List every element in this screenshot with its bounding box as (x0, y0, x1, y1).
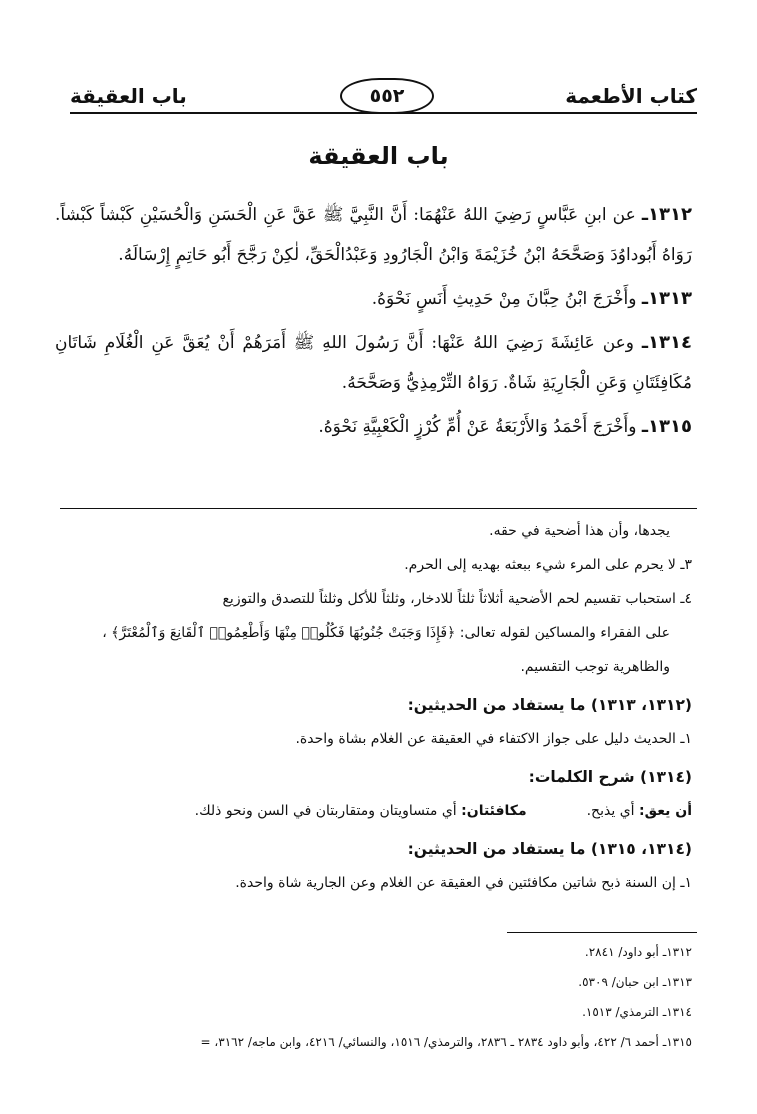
footnote-rule (507, 932, 697, 933)
benefit-point: ١ـ إن السنة ذبح شاتين مكافئتين في العقيقة عن الغلام وعن الجارية شاة واحدة. (235, 875, 692, 891)
point4-prefix: على الفقراء والمساكين لقوله تعالى: (459, 625, 670, 641)
commentary-point-4-cont (55, 616, 692, 650)
vocab-item-2 (195, 794, 527, 828)
chapter-title: باب العقيقة (70, 84, 187, 108)
hadith-text: عن ابنِ عَبَّاسٍ رَضِيَ اللهُ عَنْهُمَا: أَنَّ النَّبِيَّ ﷺ عَقَّ عَنِ الْحَسَنِ وَالْحُسَيْنِ كَبْشاً كَبْشاً. رَوَاهُ أَبُوداوُدَ وَصَحَّحَهُ ابْنُ خُزَيْمَةَ وَابْنُ الْجَارُودِ وَعَبْدُالْحَقِّ، لٰكِنْ رَجَّحَ أَبُو حَاتِمٍ إِرْسَالَهُ. (55, 205, 692, 265)
hadith-text: وأَخْرَجَ أَحْمَدُ وَالأَرْبَعَةُ عَنْ أُمِّ كُرْزٍ الْكَعْبِيَّةِ نَحْوَهُ. (318, 417, 637, 437)
footnote: ١٣١٥ـ أحمد ٦/ ٤٢٢، وأبو داود ٢٨٣٤ ـ ٢٨٣٦، والترمذي/ ١٥١٦، والنسائي/ ٤٢١٦، وابن ماجه/ ٣١٦٢، = (200, 1035, 692, 1049)
book-title: كتاب الأطعمة (565, 84, 697, 108)
footnote: ١٣١٣ـ ابن حبان/ ٥٣٠٩. (578, 975, 692, 989)
running-header (70, 78, 697, 118)
vocab-term: أن يعق: (639, 803, 692, 819)
benefit-point: ١ـ الحديث دليل على جواز الاكتفاء في العقيقة عن الغلام بشاة واحدة. (295, 731, 692, 747)
benefits-heading-2: (١٣١٤، ١٣١٥) ما يستفاد من الحديثين: (407, 840, 692, 858)
footnotes (50, 937, 692, 1057)
point4-suffix: ، (102, 625, 107, 641)
section-divider (60, 508, 697, 509)
section-title: باب العقيقة (308, 142, 449, 170)
vocabulary-row (55, 794, 692, 828)
vocab-definition: أي متساويتان ومتقاربتان في السن ونحو ذلك. (194, 803, 457, 819)
vocabulary-heading: (١٣١٤) شرح الكلمات: (528, 768, 692, 786)
header-rule (70, 112, 697, 114)
page-number: ٥٥٢ (340, 78, 434, 114)
hadith-1313 (55, 279, 692, 319)
hadith-texts (55, 195, 692, 451)
commentary (55, 514, 692, 900)
hadith-number: ١٣١٢ـ (641, 204, 692, 225)
hadith-1314 (55, 323, 692, 403)
hadith-number: ١٣١٣ـ (641, 288, 692, 309)
hadith-number: ١٣١٥ـ (641, 416, 692, 437)
footnote: ١٣١٢ـ أبو داود/ ٢٨٤١. (584, 945, 692, 959)
hadith-text: وأَخْرَجَ ابْنُ حِبَّانَ مِنْ حَدِيثِ أَنَسٍ نَحْوَهُ. (371, 289, 637, 309)
commentary-continuation: يجدها، وأن هذا أضحية في حقه. (489, 523, 670, 539)
commentary-point-4: ٤ـ استحباب تقسيم لحم الأضحية أثلاثاً ثلثاً للادخار، وثلثاً للأكل وثلثاً للتصدق والتوزيع (222, 591, 692, 607)
quran-verse: ﴿فَإِذَا وَجَبَتْ جُنُوبُهَا فَكُلُوا۟ مِنْهَا وَأَطْعِمُوا۟ ٱلْقَانِعَ وَٱلْمُعْتَرَّ﴾ (111, 625, 456, 641)
hadith-1315 (55, 407, 692, 447)
hadith-text: وعن عَائِشَةَ رَضِيَ اللهُ عَنْهَا: أَنَّ رَسُولَ اللهِ ﷺ أَمَرَهُمْ أَنْ يُعَقَّ عَنِ الْغُلَامِ شَاتَانِ مُكَافِئَتَانِ وَعَنِ الْجَارِيَةِ شَاةٌ. رَوَاهُ التِّرْمِذِيُّ وَصَحَّحَهُ. (55, 333, 692, 393)
benefits-heading-1: (١٣١٢، ١٣١٣) ما يستفاد من الحديثين: (407, 696, 692, 714)
commentary-point-4-end: والظاهرية توجب التقسيم. (520, 659, 670, 675)
vocab-term: مكافئتان: (461, 803, 527, 819)
vocab-item-1 (587, 794, 692, 828)
hadith-number: ١٣١٤ـ (641, 332, 692, 353)
footnote: ١٣١٤ـ الترمذي/ ١٥١٣. (582, 1005, 692, 1019)
commentary-point-3: ٣ـ لا يحرم على المرء شيء ببعثه بهديه إلى الحرم. (404, 557, 692, 573)
vocab-definition: أي يذبح. (586, 803, 635, 819)
hadith-1312 (55, 195, 692, 275)
